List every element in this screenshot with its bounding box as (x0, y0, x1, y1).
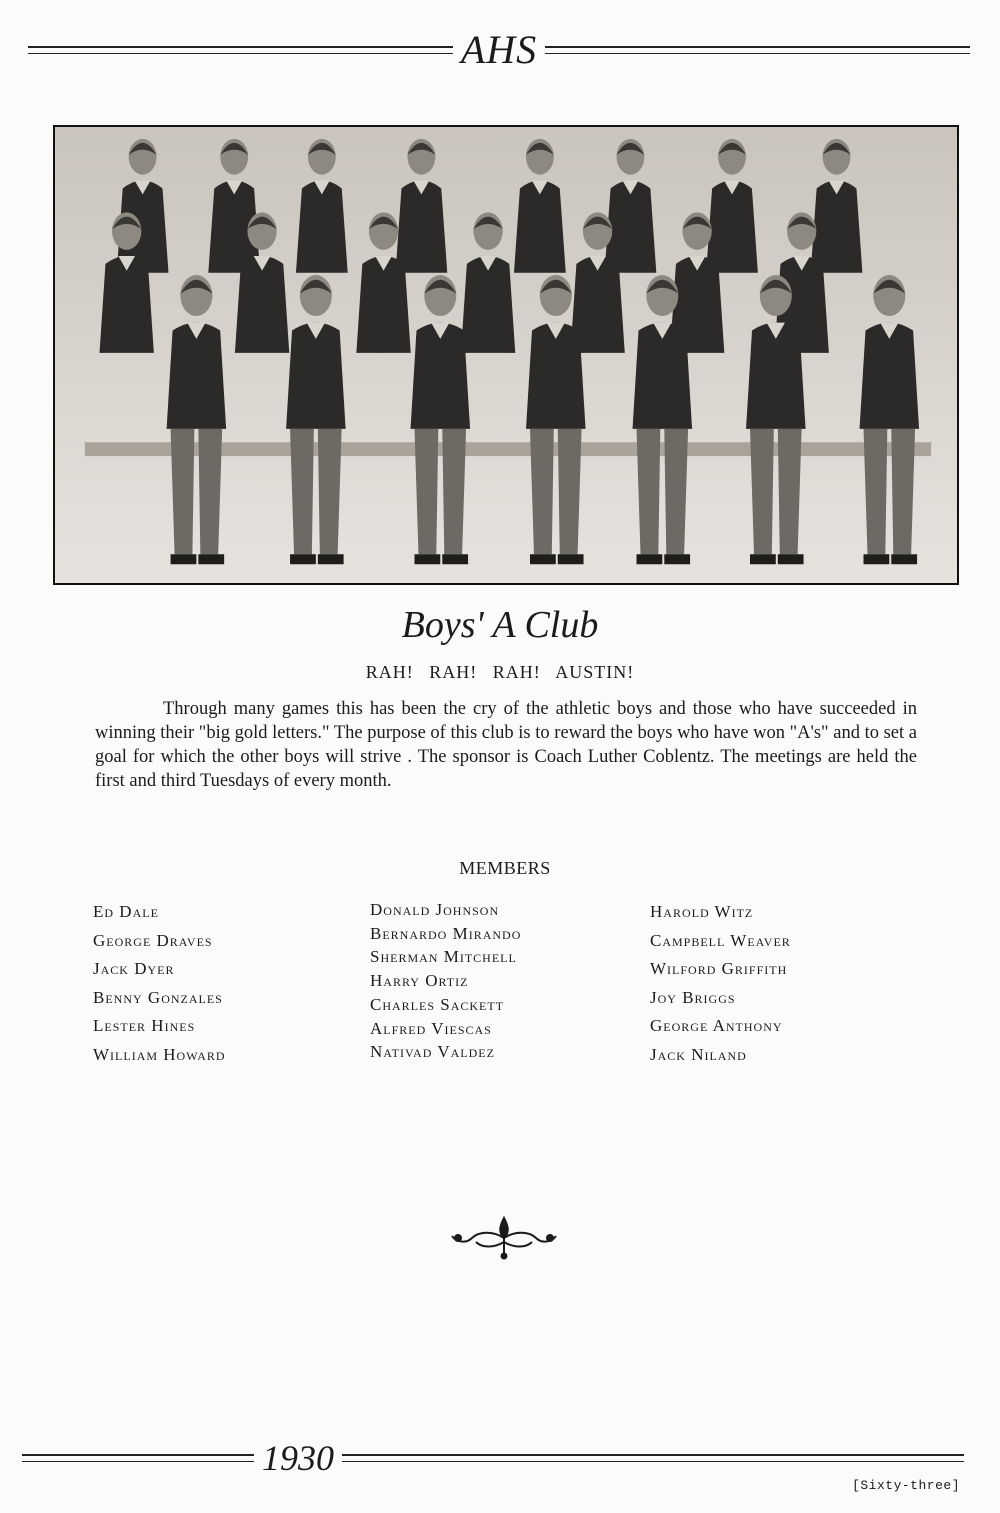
member-name: Joy Briggs (650, 987, 736, 1007)
member-name: Bernardo Mirando (370, 923, 522, 943)
member-name: Donald Johnson (370, 900, 500, 919)
member-name: Sherman Mitchell (370, 947, 517, 967)
header-rule-left-line (28, 46, 453, 54)
member-name: George Draves (93, 930, 213, 950)
member-name: Ed Dale (93, 902, 159, 921)
footer-rule-right-line (342, 1454, 964, 1462)
members-column-3 (650, 898, 791, 1070)
member-name: Wilford Griffith (650, 959, 788, 979)
page-number: [Sixty-three] (852, 1478, 960, 1493)
members-heading: MEMBERS (459, 858, 551, 878)
member-name: Charles Sackett (370, 994, 505, 1014)
header-rule-right-line (545, 46, 970, 54)
header-rule (28, 27, 970, 72)
member-name: Jack Niland (650, 1044, 747, 1064)
cheer-line: RAH! RAH! RAH! AUSTIN! (365, 662, 635, 682)
member-name: Benny Gonzales (93, 987, 223, 1007)
members-column-1 (93, 898, 226, 1070)
header-label: AHS (460, 27, 538, 72)
ornament-icon (448, 1212, 560, 1260)
member-name: Harold Witz (650, 902, 754, 921)
member-name: William Howard (93, 1044, 226, 1064)
member-name: Lester Hines (93, 1016, 196, 1036)
member-name: Harry Ortiz (370, 971, 469, 991)
group-photo (53, 125, 959, 585)
member-name: Alfred Viescas (370, 1018, 492, 1038)
group-photo-illustration (55, 127, 957, 583)
member-name: George Anthony (650, 1016, 783, 1036)
page-title: Boys' A Club (401, 604, 599, 646)
description-paragraph: Through many games this has been the cry of the athletic boys and those who have succeeded in winning their "big gold letters." The purpose of this club is to reward the boys who have won "A's" and to set a goal for which the other boys will strive . The sponsor is Coach Luther Coblentz. The meetings are held the first and third Tuesdays of every month. (95, 699, 917, 791)
footer-rule-left-line (22, 1454, 254, 1462)
members-column-2 (370, 898, 521, 1064)
member-name: Jack Dyer (93, 959, 175, 979)
footer-rule (22, 1440, 964, 1476)
member-name: Nativad Valdez (370, 1042, 495, 1062)
member-name: Campbell Weaver (650, 930, 791, 950)
footer-year: 1930 (262, 1438, 334, 1478)
